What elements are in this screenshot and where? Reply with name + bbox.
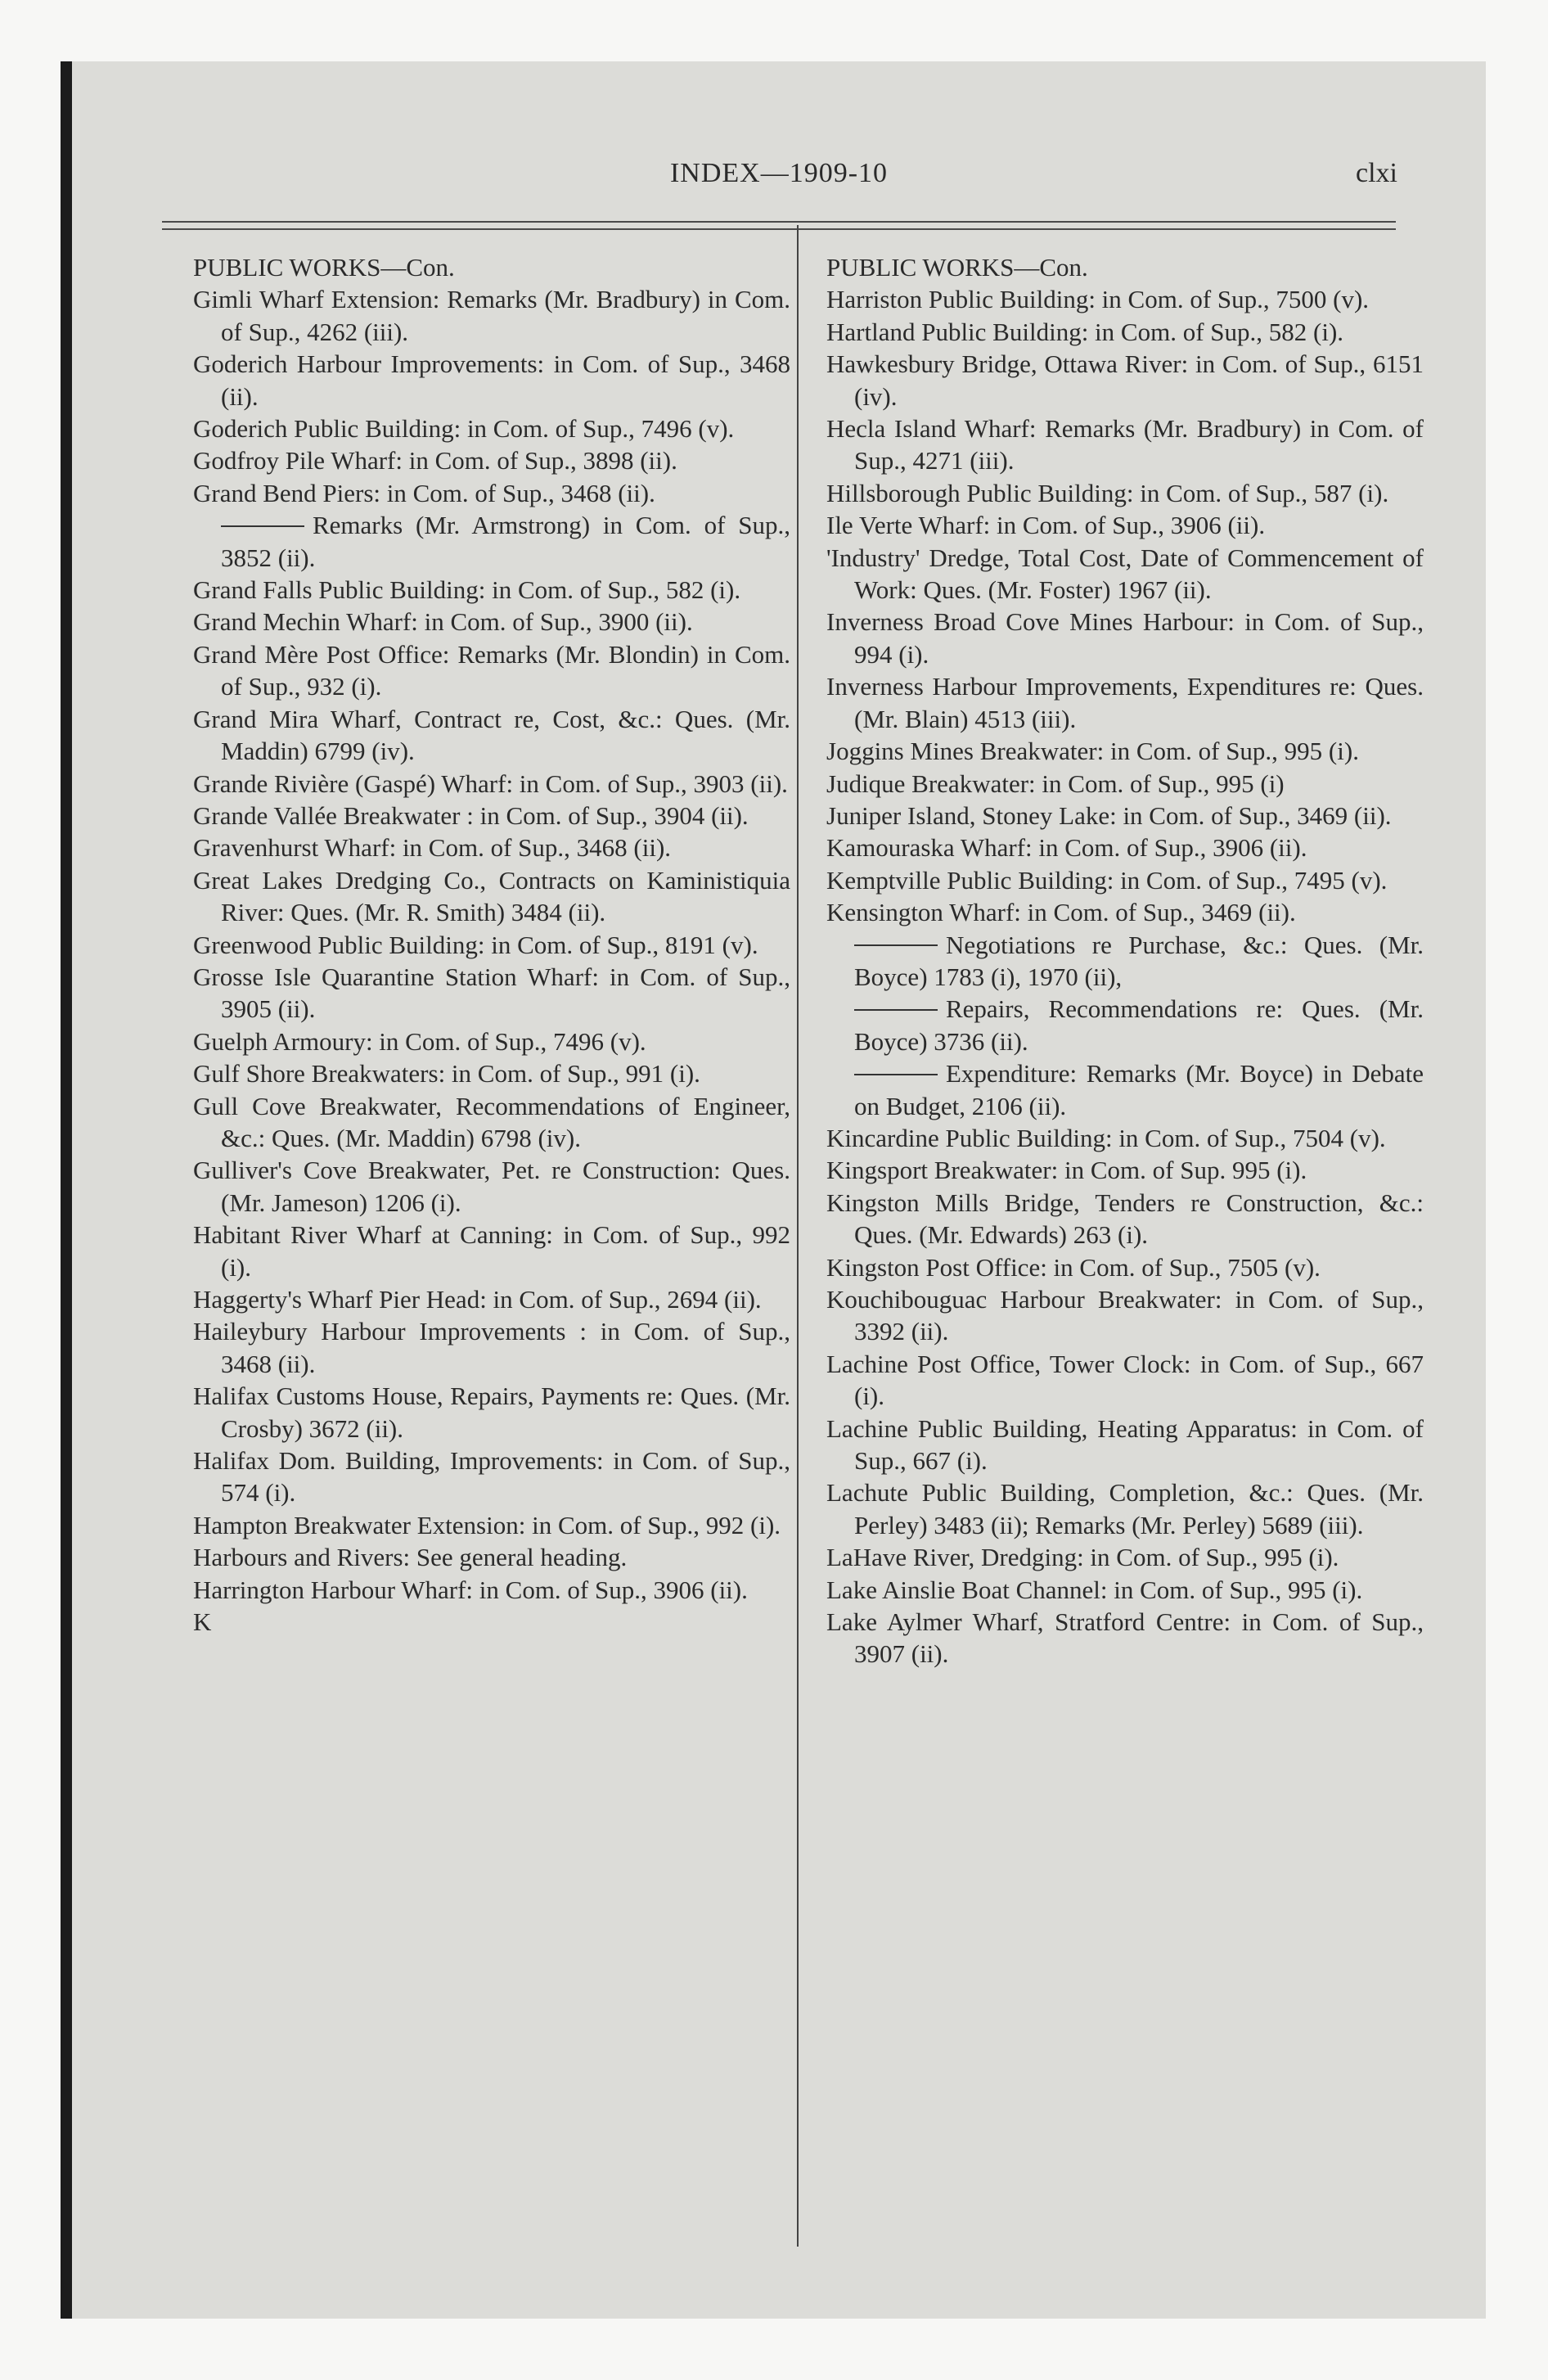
index-entry: Harbours and Rivers: See general heading. (193, 1543, 628, 1572)
index-entry: Grand Mira Wharf, Contract re, Cost, &c.: Ques. (Mr. Maddin) 6799 (iv). (193, 704, 790, 766)
index-entry: Gulliver's Cove Breakwater, Pet. re Construction: Ques. (Mr. Jameson) 1206 (i). (193, 1156, 790, 1217)
index-entry: Goderich Public Building: in Com. of Sup., 7496 (v). (193, 414, 735, 444)
ditto-dash (854, 1009, 938, 1011)
index-page (72, 61, 1486, 2319)
index-entry: Grand Bend Piers: in Com. of Sup., 3468 (ii). (193, 478, 655, 507)
index-entry: Gravenhurst Wharf: in Com. of Sup., 3468 (ii). (193, 833, 672, 863)
index-entry: Greenwood Public Building: in Com. of Sup., 8191 (v). (193, 930, 758, 959)
index-entry: Hecla Island Wharf: Remarks (Mr. Bradbury) in Com. of Sup., 4271 (iii). (826, 414, 1424, 476)
section-heading: PUBLIC WORKS—Con. (193, 253, 455, 282)
index-entry: Halifax Dom. Building, Improvements: in Com. of Sup., 574 (i). (193, 1446, 790, 1508)
index-subentry (826, 929, 1424, 994)
index-entry: Hillsborough Public Building: in Com. of Sup., 587 (i). (826, 478, 1389, 507)
index-entry: 'Industry' Dredge, Total Cost, Date of Commencement of Work: Ques. (Mr. Foster) 1967 (ii). (826, 543, 1424, 605)
subentry-text: Negotiations re Purchase, &c.: Ques. (Mr. Boyce) 1783 (i), 1970 (ii), (854, 930, 1424, 991)
ditto-dash (221, 525, 304, 527)
index-entry: Grande Vallée Breakwater : in Com. of Sup., 3904 (ii). (193, 800, 749, 830)
index-entry: Harriston Public Building: in Com. of Sup., 7500 (v). (826, 285, 1370, 314)
index-entry: Kingston Post Office: in Com. of Sup., 7505 (v). (826, 1252, 1321, 1282)
index-entry: Grand Mère Post Office: Remarks (Mr. Blondin) in Com. of Sup., 932 (i). (193, 639, 790, 701)
index-entry: Halifax Customs House, Repairs, Payments re: Ques. (Mr. Crosby) 3672 (ii). (193, 1382, 790, 1443)
index-entry: Judique Breakwater: in Com. of Sup., 995 (i) (826, 769, 1285, 798)
index-entry: Hartland Public Building: in Com. of Sup., 582 (i). (826, 317, 1344, 346)
index-entry: Ile Verte Wharf: in Com. of Sup., 3906 (ii). (826, 511, 1266, 540)
index-entry: Haileybury Harbour Improvements : in Com. of Sup., 3468 (ii). (193, 1317, 790, 1378)
index-entry: Juniper Island, Stoney Lake: in Com. of Sup., 3469 (ii). (826, 800, 1392, 830)
subentry-text: Remarks (Mr. Armstrong) in Com. of Sup., 3852 (ii). (221, 511, 790, 572)
index-entry: Kamouraska Wharf: in Com. of Sup., 3906 (ii). (826, 833, 1307, 863)
index-entry: Joggins Mines Breakwater: in Com. of Sup., 995 (i). (826, 737, 1359, 766)
index-entry: Gimli Wharf Extension: Remarks (Mr. Bradbury) in Com. of Sup., 4262 (iii). (193, 285, 790, 346)
index-entry: LaHave River, Dredging: in Com. of Sup., 995 (i). (826, 1543, 1339, 1572)
index-entry: Kouchibouguac Harbour Breakwater: in Com. of Sup., 3392 (ii). (826, 1285, 1424, 1346)
index-entry: Lake Ainslie Boat Channel: in Com. of Sup., 995 (i). (826, 1575, 1363, 1604)
ditto-dash (854, 1074, 938, 1075)
index-subentry (193, 509, 790, 574)
page-number: clxi (1356, 158, 1397, 188)
index-entry: Kemptville Public Building: in Com. of Sup., 7495 (v). (826, 865, 1388, 895)
index-entry: Grand Falls Public Building: in Com. of Sup., 582 (i). (193, 575, 741, 605)
index-entry: Habitant River Wharf at Canning: in Com. of Sup., 992 (i). (193, 1220, 790, 1282)
index-entry: Lachine Post Office, Tower Clock: in Com. of Sup., 667 (i). (826, 1349, 1424, 1411)
column-divider (797, 225, 799, 2247)
index-entry: Great Lakes Dredging Co., Contracts on Kaministiquia River: Ques. (Mr. R. Smith) 3484 (ii). (193, 865, 790, 927)
index-entry: Kensington Wharf: in Com. of Sup., 3469 (ii). (826, 898, 1296, 927)
index-entry: Lachine Public Building, Heating Apparatus: in Com. of Sup., 667 (i). (826, 1413, 1424, 1476)
section-heading: PUBLIC WORKS—Con. (826, 253, 1088, 282)
index-entry: Gull Cove Breakwater, Recommendations of Engineer, &c.: Ques. (Mr. Maddin) 6798 (iv). (193, 1091, 790, 1152)
index-subentry (826, 1057, 1424, 1122)
index-entry: Goderich Harbour Improvements: in Com. of Sup., 3468 (ii). (193, 349, 790, 411)
scan-binding-edge (61, 61, 72, 2319)
index-entry: Godfroy Pile Wharf: in Com. of Sup., 3898 (ii). (193, 446, 677, 476)
index-entry: Hampton Breakwater Extension: in Com. of Sup., 992 (i). (193, 1510, 781, 1539)
index-entry: Kingston Mills Bridge, Tenders re Construction, &c.: Ques. (Mr. Edwards) 263 (i). (826, 1188, 1424, 1250)
index-entry: Inverness Broad Cove Mines Harbour: in Com. of Sup., 994 (i). (826, 607, 1424, 669)
index-entry: Grosse Isle Quarantine Station Wharf: in Com. of Sup., 3905 (ii). (193, 962, 790, 1024)
index-entry: Hawkesbury Bridge, Ottawa River: in Com. of Sup., 6151 (iv). (826, 349, 1424, 411)
index-entry: Haggerty's Wharf Pier Head: in Com. of Sup., 2694 (ii). (193, 1285, 762, 1314)
index-entry: Lake Aylmer Wharf, Stratford Centre: in Com. of Sup., 3907 (ii). (826, 1607, 1424, 1669)
index-entry: Harrington Harbour Wharf: in Com. of Sup., 3906 (ii). (193, 1575, 748, 1604)
subentry-text: Expenditure: Remarks (Mr. Boyce) in Debate on Budget, 2106 (ii). (854, 1059, 1424, 1120)
index-entry: Kingsport Breakwater: in Com. of Sup. 995 (i). (826, 1156, 1307, 1185)
signature-mark: K (193, 1607, 212, 1637)
index-entry: Grand Mechin Wharf: in Com. of Sup., 3900 (ii). (193, 607, 693, 637)
right-column (826, 251, 1424, 1670)
index-subentry (826, 993, 1424, 1057)
header-rule-top (162, 221, 1396, 223)
index-entry: Kincardine Public Building: in Com. of Sup., 7504 (v). (826, 1123, 1386, 1152)
index-entry: Grande Rivière (Gaspé) Wharf: in Com. of Sup., 3903 (ii). (193, 769, 788, 798)
index-entry: Lachute Public Building, Completion, &c.: Ques. (Mr. Perley) 3483 (ii); Remarks (Mr. Perley) 5689 (iii). (826, 1478, 1424, 1539)
index-entry: Guelph Armoury: in Com. of Sup., 7496 (v). (193, 1026, 646, 1056)
subentry-text: Repairs, Recommendations re: Ques. (Mr. Boyce) 3736 (ii). (854, 994, 1424, 1056)
header-rule-bottom (162, 228, 1396, 230)
ditto-dash (854, 944, 938, 946)
index-entry: Inverness Harbour Improvements, Expenditures re: Ques. (Mr. Blain) 4513 (iii). (826, 672, 1424, 733)
index-entry: Gulf Shore Breakwaters: in Com. of Sup., 991 (i). (193, 1059, 700, 1089)
left-column (193, 251, 790, 1638)
page-title: INDEX—1909-10 (669, 158, 889, 188)
